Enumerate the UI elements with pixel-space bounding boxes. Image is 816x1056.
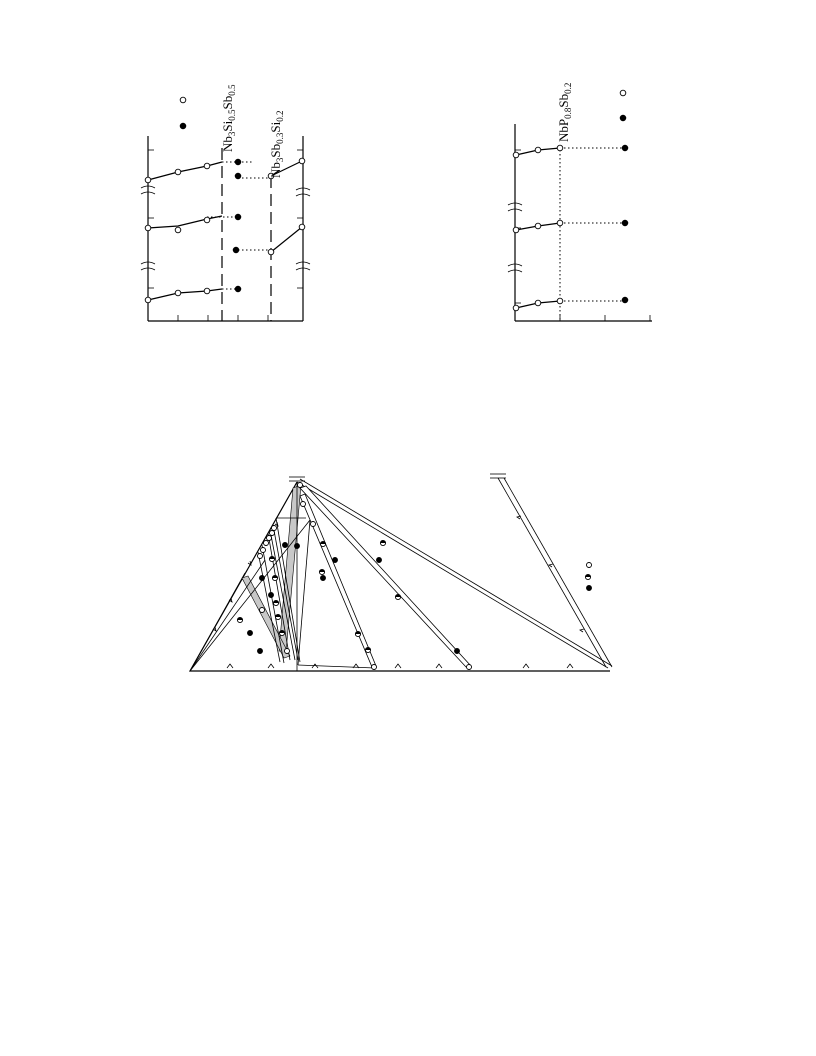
legend-top-left bbox=[180, 97, 186, 129]
data-point bbox=[557, 145, 563, 151]
bottom-ticks bbox=[178, 315, 268, 321]
data-point bbox=[299, 224, 305, 230]
right-ticks bbox=[297, 150, 303, 288]
half-point bbox=[395, 594, 400, 599]
data-point bbox=[269, 593, 274, 598]
data-point bbox=[321, 576, 326, 581]
filled-points bbox=[248, 543, 592, 654]
data-point bbox=[272, 526, 277, 531]
data-point bbox=[258, 554, 263, 559]
ternary-diagram bbox=[190, 474, 612, 671]
data-point bbox=[535, 147, 541, 153]
data-point bbox=[535, 300, 541, 306]
legend-filled-circle bbox=[620, 115, 626, 121]
label-nbp08sb02: $NbP_{0.8}Sb_{0.2}$ bbox=[556, 82, 573, 142]
legend-top-right bbox=[620, 90, 626, 121]
data-point bbox=[513, 227, 519, 233]
half-point bbox=[365, 647, 370, 652]
data-point bbox=[145, 297, 151, 303]
legend-filled-circle bbox=[180, 123, 186, 129]
tie-band bbox=[300, 486, 471, 667]
data-point bbox=[204, 163, 210, 169]
half-point bbox=[585, 574, 590, 579]
data-point bbox=[557, 298, 563, 304]
top-right-panel bbox=[508, 83, 652, 321]
half-point bbox=[279, 630, 284, 635]
data-point bbox=[264, 541, 269, 546]
data-point bbox=[535, 223, 541, 229]
data-point bbox=[513, 305, 519, 311]
data-point bbox=[270, 531, 275, 536]
data-point bbox=[175, 290, 181, 296]
filled-markers bbox=[233, 159, 241, 292]
half-point bbox=[269, 556, 274, 561]
data-point bbox=[235, 214, 241, 220]
data-point bbox=[557, 220, 563, 226]
label-nb3sb03si02: $Nb_3Sb_{0.3}Si_{0.2}$ bbox=[268, 110, 285, 178]
data-point bbox=[145, 225, 151, 231]
data-point bbox=[377, 558, 382, 563]
data-point bbox=[145, 177, 151, 183]
label-nb3si05sb05: $Nb_3Si_{0.5}Sb_{0.5}$ bbox=[220, 84, 237, 152]
series-lines bbox=[148, 161, 302, 300]
data-point bbox=[204, 217, 210, 223]
data-point bbox=[175, 227, 181, 233]
data-point bbox=[455, 649, 460, 654]
data-point bbox=[285, 649, 290, 654]
data-point bbox=[235, 173, 241, 179]
half-point bbox=[273, 600, 278, 605]
left-ticks bbox=[148, 150, 154, 288]
data-point bbox=[467, 665, 472, 670]
filled-markers bbox=[622, 145, 628, 303]
half-point bbox=[320, 541, 325, 546]
data-point bbox=[299, 158, 305, 164]
data-point bbox=[622, 220, 628, 226]
data-point bbox=[311, 522, 316, 527]
bottom-ticks bbox=[560, 315, 650, 321]
data-point bbox=[622, 297, 628, 303]
data-point bbox=[298, 483, 303, 488]
half-point bbox=[380, 540, 385, 545]
dotted-connectors bbox=[207, 162, 271, 289]
data-point bbox=[372, 665, 377, 670]
data-point bbox=[333, 558, 338, 563]
data-point bbox=[283, 543, 288, 548]
data-point bbox=[233, 247, 239, 253]
data-point bbox=[235, 286, 241, 292]
half-point bbox=[275, 614, 280, 619]
data-point bbox=[260, 608, 265, 613]
legend-open-circle bbox=[180, 97, 186, 103]
legend-open-point bbox=[587, 563, 592, 568]
data-point bbox=[295, 544, 300, 549]
triangle-outline bbox=[190, 482, 610, 671]
half-point bbox=[355, 631, 360, 636]
half-point bbox=[272, 575, 277, 580]
legend-filled-point bbox=[587, 586, 592, 591]
data-point bbox=[267, 536, 272, 541]
data-point bbox=[175, 169, 181, 175]
data-point bbox=[622, 145, 628, 151]
top-break-marks bbox=[289, 474, 506, 481]
data-point bbox=[248, 631, 253, 636]
half-point bbox=[237, 617, 242, 622]
left-ticks bbox=[515, 150, 521, 303]
data-point bbox=[301, 502, 306, 507]
data-point bbox=[260, 576, 265, 581]
dotted-connectors bbox=[560, 148, 625, 301]
data-point bbox=[261, 548, 266, 553]
data-point bbox=[258, 649, 263, 654]
data-point bbox=[268, 249, 274, 255]
shaded-band bbox=[279, 485, 301, 652]
data-point bbox=[513, 152, 519, 158]
open-markers bbox=[145, 158, 305, 303]
top-left-panel bbox=[141, 84, 310, 321]
legend-open-circle bbox=[620, 90, 626, 96]
data-point bbox=[204, 288, 210, 294]
tie-band bbox=[300, 494, 376, 667]
half-point bbox=[319, 569, 324, 574]
data-point bbox=[235, 159, 241, 165]
